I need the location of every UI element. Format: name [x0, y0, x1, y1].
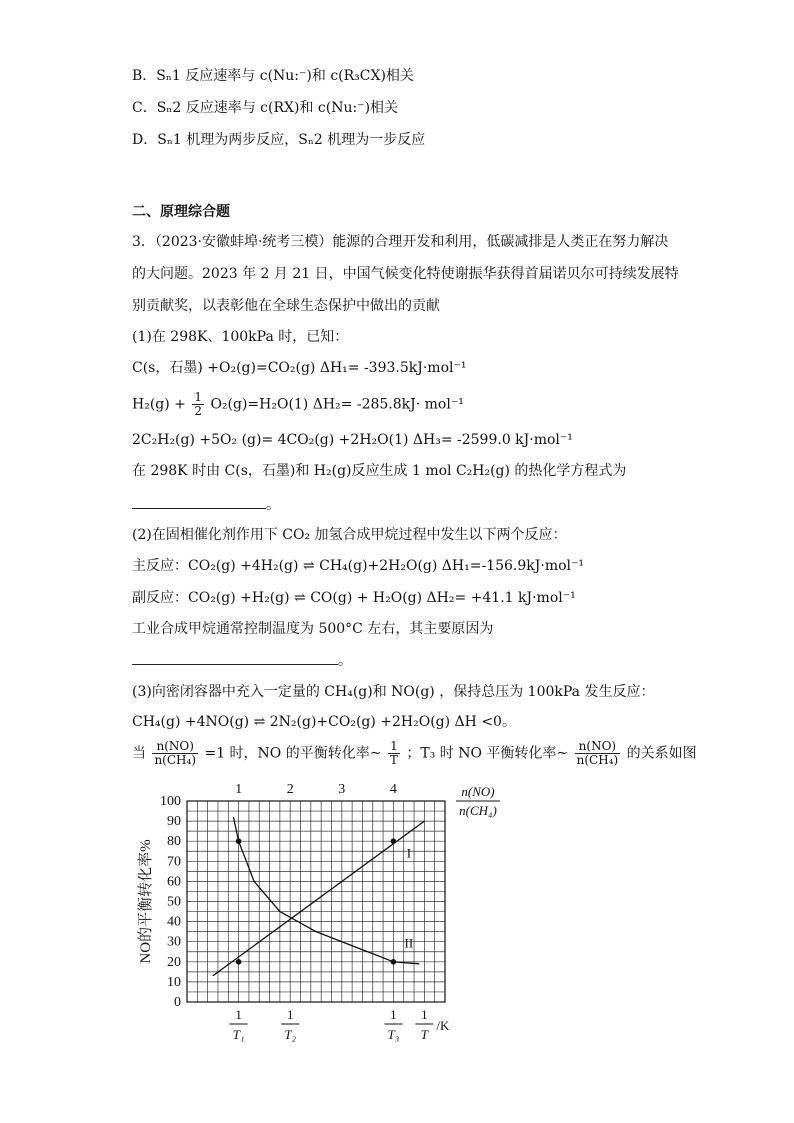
equation-2: [132, 391, 464, 418]
option-c: C．Sₙ2 反应速率与 c(RX)和 c(Nu:⁻)相关: [132, 100, 399, 116]
top-tick-label: 1: [235, 782, 243, 797]
fraction-numerator: n(NO): [575, 740, 621, 754]
part3-text-c: ；T₃ 时 NO 平衡转化率~: [406, 745, 569, 762]
data-point: [236, 838, 242, 844]
bottom-axis-unit: /K: [436, 1018, 450, 1033]
part1-answer-line: [132, 494, 280, 515]
y-tick-label: 40: [167, 914, 181, 930]
top-axis-label-denominator: n(CH₄): [459, 803, 497, 818]
question-stem-1: 3．（2023·安徽蚌埠·统考三模）能源的合理开发和利用，低碳减排是人类正在努力解决: [132, 234, 669, 250]
fraction-denominator: T: [389, 753, 398, 767]
y-tick-label: 90: [167, 814, 181, 830]
answer-blank[interactable]: [132, 494, 266, 509]
part1-question: 在 298K 时由 C(s，石墨)和 H₂(g)反应生成 1 mol C₂H₂(g) 的热化学方程式为: [132, 463, 627, 479]
bottom-tick-denominator: T₃: [387, 1027, 400, 1042]
y-tick-label: 100: [160, 794, 181, 809]
y-tick-label: 70: [167, 854, 181, 870]
part3-text-b: =1 时，NO 的平衡转化率~: [204, 745, 382, 762]
question-stem-3: 别贡献奖，以表彰他在全球生态保护中做出的贡献: [132, 298, 440, 314]
y-tick-label: 60: [167, 874, 181, 890]
series-label-II: II: [404, 935, 414, 951]
fraction-numerator: 1: [388, 740, 400, 754]
part3-text-a: 当: [132, 745, 146, 762]
part3-text-d: 的关系如图: [626, 745, 697, 762]
answer-blank[interactable]: [132, 650, 338, 665]
data-point: [236, 959, 242, 965]
fraction-numerator: 1: [194, 390, 202, 404]
top-axis-label-numerator: n(NO): [461, 784, 495, 799]
fraction-denominator: n(CH₄): [576, 753, 619, 767]
option-b: B．Sₙ1 反应速率与 c(Nu:⁻)和 c(R₃CX)相关: [132, 68, 414, 84]
fraction-numerator: n(NO): [152, 740, 198, 754]
top-tick-label: 2: [286, 782, 294, 797]
part1-period: 。: [266, 497, 280, 513]
y-tick-label: 50: [167, 894, 181, 910]
y-tick-label: 30: [167, 934, 181, 950]
part2-question: 工业合成甲烷通常控制温度为 500°C 左右，其主要原因为: [132, 621, 494, 637]
inverse-temperature-fraction: [388, 740, 400, 767]
equation-2-left: H₂(g) +: [132, 396, 186, 413]
part2-intro: (2)在固相催化剂作用下 CO₂ 加氢合成甲烷过程中发生以下两个反应：: [132, 527, 567, 543]
bottom-tick-denominator: T₂: [284, 1027, 297, 1042]
y-axis-label: NO的平衡转化率%: [138, 839, 154, 964]
part2-period: 。: [338, 653, 352, 669]
top-tick-label: 3: [338, 782, 346, 797]
bottom-tick-numerator: 1: [235, 1007, 242, 1022]
part1-intro: (1)在 298K、100kPa 时，已知：: [132, 329, 349, 345]
series-line-I: [213, 821, 425, 976]
bottom-tick-denominator: T₁: [232, 1027, 245, 1042]
part3-reaction: CH₄(g) +4NO(g) ⇌ 2N₂(g)+CO₂(g) +2H₂O(g) ΔH <0。: [132, 714, 516, 730]
bottom-tick-numerator: 1: [421, 1007, 428, 1022]
bottom-tick-numerator: 1: [390, 1007, 397, 1022]
data-point: [391, 959, 397, 965]
ratio-fraction: [152, 740, 198, 767]
side-reaction: 副反应：CO₂(g) +H₂(g) ⇌ CO(g) + H₂O(g) ΔH₂= +41.1 kJ·mol⁻¹: [132, 590, 576, 606]
y-tick-label: 80: [167, 834, 181, 850]
data-point: [391, 838, 397, 844]
series-label-I: I: [406, 845, 412, 861]
part2-answer-line: [132, 650, 352, 671]
half-fraction: [192, 391, 204, 418]
ratio-fraction: [575, 740, 621, 767]
part3-condition: [132, 740, 697, 767]
fraction-denominator: 2: [194, 404, 202, 418]
option-d: D．Sₙ1 机理为两步反应，Sₙ2 机理为一步反应: [132, 132, 426, 148]
conversion-chart: [130, 778, 510, 1048]
y-tick-label: 0: [174, 995, 181, 1010]
y-tick-label: 10: [167, 974, 181, 990]
equation-2-right: O₂(g)=H₂O(1) ΔH₂= -285.8kJ· mol⁻¹: [210, 396, 464, 413]
bottom-tick-denominator: T: [420, 1027, 428, 1042]
fraction-denominator: n(CH₄): [154, 753, 197, 767]
equation-3: 2C₂H₂(g) +5O₂ (g)= 4CO₂(g) +2H₂O(1) ΔH₃= -2599.0 kJ·mol⁻¹: [132, 432, 573, 448]
part3-intro: (3)向密闭容器中充入一定量的 CH₄(g)和 NO(g) ，保持总压为 100kPa 发生反应：: [132, 684, 655, 700]
section-title: 二、原理综合题: [132, 204, 230, 220]
equation-1: C(s，石墨) +O₂(g)=CO₂(g) ΔH₁= -393.5kJ·mol⁻¹: [132, 360, 467, 376]
bottom-tick-numerator: 1: [286, 1007, 294, 1022]
main-reaction: 主反应：CO₂(g) +4H₂(g) ⇌ CH₄(g)+2H₂O(g) ΔH₁=-156.9kJ·mol⁻¹: [132, 558, 585, 574]
question-stem-2: 的大问题。2023 年 2 月 21 日，中国气候变化特使谢振华获得首届诺贝尔可持续发展特: [132, 266, 679, 282]
y-tick-label: 20: [167, 954, 181, 970]
top-tick-label: 4: [389, 782, 397, 797]
